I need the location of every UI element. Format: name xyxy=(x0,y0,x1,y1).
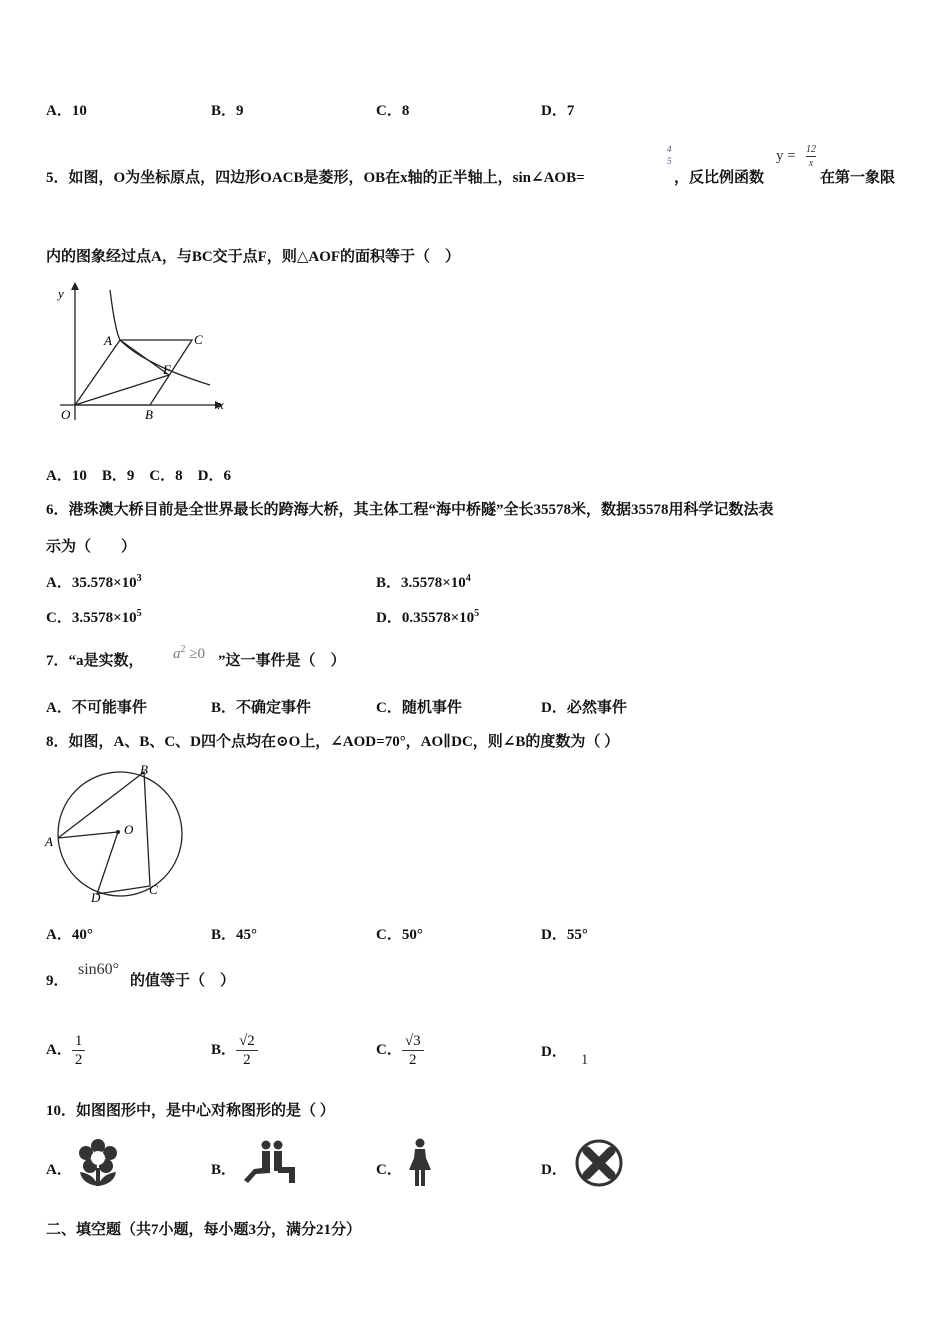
q5-func-lhs: y = xyxy=(776,148,796,164)
q6-option-c-label: C．3.5578×10 xyxy=(46,610,137,626)
q9-expr: sin60° xyxy=(78,961,120,978)
q10-option-b-label: B． xyxy=(211,1162,237,1178)
q6-option-a xyxy=(46,569,142,593)
q7-math-base: a xyxy=(173,646,181,662)
q9-option-b-label: B． xyxy=(211,1042,237,1058)
q5-text-line2: 内的图象经过点A，与BC交于点F，则△AOF的面积等于（ ） xyxy=(46,249,461,265)
q4-option-a: A．10 xyxy=(46,103,87,119)
q5-func-num: 12 xyxy=(806,144,816,155)
q8-option-b: B．45° xyxy=(211,927,258,943)
flower-icon xyxy=(76,1138,120,1188)
denominator: 2 xyxy=(408,1051,417,1068)
label-d: D xyxy=(91,890,101,905)
q5-sin-fraction xyxy=(667,143,672,167)
q9-option-b xyxy=(211,1020,258,1080)
q8-circle-figure xyxy=(40,760,200,910)
numerator: √2 xyxy=(236,1032,258,1051)
q5-text-line1-b: ，反比例函数 xyxy=(674,170,765,186)
q4-option-d: D．7 xyxy=(541,103,575,119)
q8-option-d: D．55° xyxy=(541,927,588,943)
q7-option-b: B．不确定事件 xyxy=(211,700,312,716)
q7-option-a: A．不可能事件 xyxy=(46,700,147,716)
q5-options: A．10 B．9 C．8 D．6 xyxy=(46,468,232,484)
y-arrow-icon xyxy=(71,282,79,290)
q7-math xyxy=(173,640,205,664)
q9-option-a-fraction xyxy=(72,1032,86,1069)
q6-option-a-exp: 3 xyxy=(136,573,142,584)
q9-option-a-label: A． xyxy=(46,1042,72,1058)
q6-option-d-exp: 5 xyxy=(474,608,480,619)
q6-option-b-label: B．3.5578×10 xyxy=(376,575,466,591)
q5-sin-den: 5 xyxy=(667,156,672,166)
label-o: O xyxy=(124,822,134,837)
label-b: B xyxy=(140,762,148,777)
section-2-heading: 二、填空题（共7小题，每小题3分，满分21分） xyxy=(46,1222,362,1238)
segment-af xyxy=(120,340,169,375)
q5-text-line1-c: 在第一象限 xyxy=(820,170,896,186)
segment-of xyxy=(75,375,169,405)
q6-option-d xyxy=(376,604,479,628)
q9-option-b-fraction xyxy=(236,1032,258,1069)
label-o: O xyxy=(61,407,71,422)
soccer-ball-icon xyxy=(574,1138,624,1188)
woman-icon xyxy=(406,1138,434,1188)
q9-number: 9． xyxy=(46,973,69,989)
q6-option-a-label: A．35.578×10 xyxy=(46,575,137,591)
q6-option-c xyxy=(46,604,142,628)
q7-prefix: 7．“a是实数， xyxy=(46,653,144,669)
label-a: A xyxy=(104,333,112,348)
q8-option-c: C．50° xyxy=(376,927,423,943)
q7-math-exp: 2 xyxy=(180,644,186,655)
q10-option-c-label: C． xyxy=(376,1162,402,1178)
q6-option-b-exp: 4 xyxy=(465,573,471,584)
q6-text-line2: 示为（ ） xyxy=(46,539,137,555)
q7-option-c: C．随机事件 xyxy=(376,700,462,716)
q10-option-d-label: D． xyxy=(541,1162,567,1178)
label-y: y xyxy=(58,286,64,301)
q6-option-b xyxy=(376,569,471,593)
q8-option-a: A．40° xyxy=(46,927,93,943)
q6-option-d-label: D．0.35578×10 xyxy=(376,610,475,626)
q10-text: 10．如图图形中，是中心对称图形的是（ ） xyxy=(46,1103,335,1119)
label-c: C xyxy=(194,332,203,347)
q4-option-b: B．9 xyxy=(211,103,244,119)
label-f: F xyxy=(163,362,171,377)
q5-func-den: x xyxy=(808,158,814,169)
numerator: √3 xyxy=(402,1032,424,1051)
q9-suffix: 的值等于（ ） xyxy=(130,973,236,989)
q9-option-d-value: 1 xyxy=(580,1052,589,1068)
label-x: x xyxy=(218,397,224,412)
q9-option-d-label: D． xyxy=(541,1044,567,1060)
q7-option-d: D．必然事件 xyxy=(541,700,627,716)
two-people-sitting-icon xyxy=(240,1140,300,1186)
q8-text: 8．如图，A、B、C、D四个点均在⊙O上，∠AOD=70°，AO∥DC，则∠B的度数为（ ） xyxy=(46,734,620,750)
q9-option-c xyxy=(376,1020,424,1080)
q5-sin-num: 4 xyxy=(667,144,672,154)
q9-option-a xyxy=(46,1020,85,1080)
q6-text-line1: 6．港珠澳大桥目前是全世界最长的跨海大桥，其主体工程“海中桥隧”全长35578米，数据35578用科学记数法表 xyxy=(46,502,774,518)
numerator: 1 xyxy=(72,1032,86,1051)
q7-suffix: ”这一事件是（ ） xyxy=(218,653,346,669)
denominator: 2 xyxy=(74,1051,83,1068)
q9-option-c-fraction xyxy=(402,1032,424,1069)
q7-math-rest: ≥0 xyxy=(185,646,205,662)
q5-rhombus-figure xyxy=(50,280,240,430)
q10-option-a-label: A． xyxy=(46,1162,72,1178)
label-c: C xyxy=(149,882,158,897)
q4-option-c: C．8 xyxy=(376,103,410,119)
center-point xyxy=(116,830,120,834)
quadrilateral-lines xyxy=(58,772,150,894)
label-a: A xyxy=(45,834,53,849)
denominator: 2 xyxy=(243,1051,251,1068)
label-b: B xyxy=(145,407,153,422)
q5-text-line1-a: 5．如图，O为坐标原点，四边形OACB是菱形，OB在x轴的正半轴上，sin∠AOB= xyxy=(46,170,585,186)
q5-func-fraction xyxy=(806,143,816,170)
q6-option-c-exp: 5 xyxy=(136,608,142,619)
q9-option-c-label: C． xyxy=(376,1042,402,1058)
q9-option-d xyxy=(541,1042,589,1068)
